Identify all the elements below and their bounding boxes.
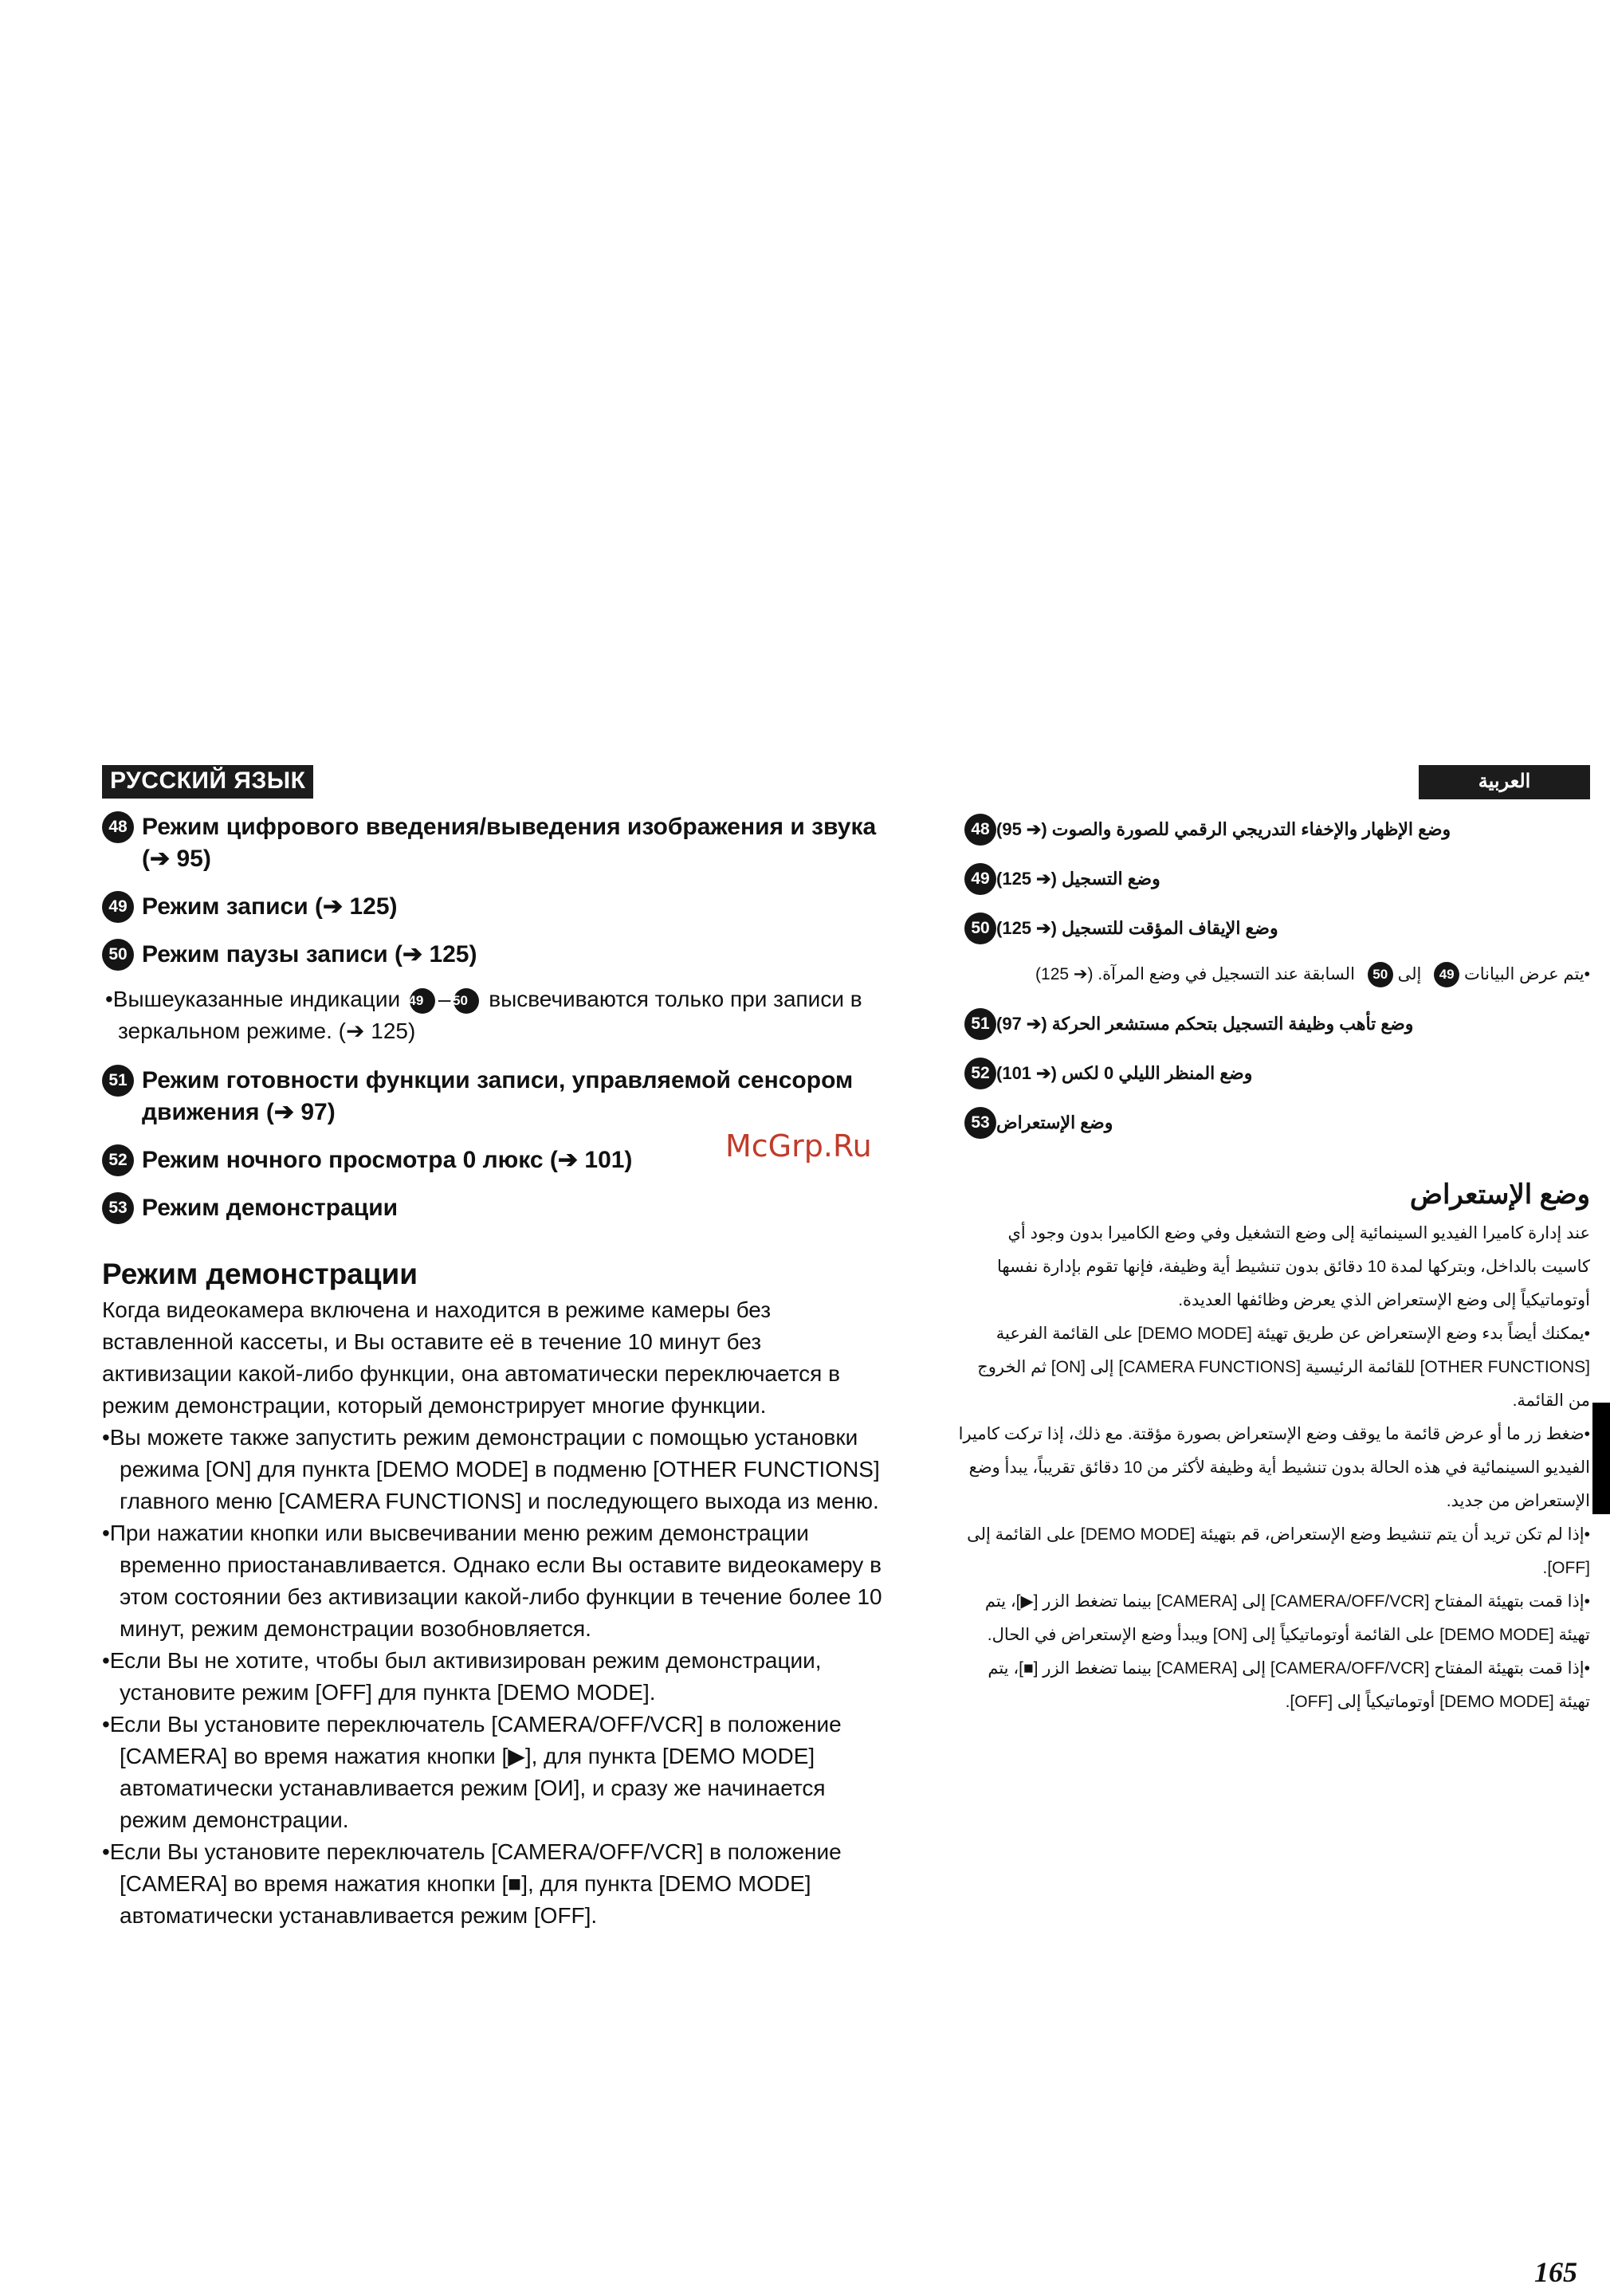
bullet-item: •Если Вы установите переключатель [CAMERA/OFF/VCR] в положение [CAMERA] во время нажатия кнопки [■], для пункта [DEMO MODE] автоматически устанавливается режим [OFF]. <box>102 1839 842 1928</box>
number-49-icon: 49 <box>102 891 134 923</box>
mode-item-51 <box>956 1008 1590 1040</box>
number-52-icon: 52 <box>964 1058 996 1089</box>
number-49-icon: 49 <box>964 863 996 895</box>
number-49-icon: 49 <box>410 988 435 1014</box>
mode-text: Режим демонстрации <box>142 1195 399 1221</box>
mode-item-50 <box>102 939 891 971</box>
mode-item-53 <box>102 1192 891 1224</box>
mode-item-49 <box>956 863 1590 895</box>
number-51-icon: 51 <box>964 1008 996 1040</box>
number-53-icon: 53 <box>102 1192 134 1224</box>
number-48-icon: 48 <box>102 811 134 843</box>
mode-item-48 <box>102 811 891 875</box>
bullet-item: •Вы можете также запустить режим демонстрации с помощью установки режима [ON] для пункта [DEMO MODE] в подменю [OTHER FUNCTIONS] главного меню [CAMERA FUNCTIONS] и последующего выхода из меню. <box>102 1425 880 1513</box>
mode-item-49 <box>102 891 891 923</box>
bullet-item: •Если Вы не хотите, чтобы был активизирован режим демонстрации, установите режим [OFF] для пункта [DEMO MODE]. <box>102 1648 822 1705</box>
mirror-mode-note: •Вышеуказанные индикации 49 – 50 высвечиваются только при записи в зеркальном режиме. (➔ 125) <box>105 987 862 1043</box>
number-50-icon: 50 <box>454 988 479 1014</box>
number-50-icon: 50 <box>964 913 996 944</box>
russian-column <box>102 765 891 1932</box>
mode-text: وضع المنظر الليلي 0 لكس (➔ 101) <box>996 1063 1253 1083</box>
number-50-icon: 50 <box>1368 962 1393 987</box>
mode-item-50 <box>956 913 1590 944</box>
mode-text: Режим записи (➔ 125) <box>142 893 398 920</box>
bullet-item: •إذا لم تكن تريد أن يتم تنشيط وضع الإستعراض، قم بتهيئة [DEMO MODE] على القائمة إلى [OFF]. <box>967 1525 1590 1577</box>
section-title: Режим демонстрации <box>102 1258 418 1290</box>
bullet-item: •При нажатии кнопки или высвечивании меню режим демонстрации временно приостанавливается. Однако если Вы оставите видеокамеру в этом состоянии без активизации какой-либо функции в течение более 10 минут, режим демонстрации возобновляется. <box>102 1521 882 1641</box>
section-title: وضع الإستعراض <box>1409 1179 1590 1210</box>
mode-text: وضع الإستعراض <box>996 1113 1113 1132</box>
mode-text: Режим цифрового введения/выведения изображения и звука (➔ 95) <box>142 814 877 872</box>
bullet-item: •إذا قمت بتهيئة المفتاح [CAMERA/OFF/VCR] إلى [CAMERA] بينما تضغط الزر [▶]، يتم تهيئة [DEMO MODE] على القائمة أوتوماتيكياً إلى [ON] ويبدأ وضع الإستعراض في الحال. <box>984 1592 1590 1644</box>
mirror-mode-note: •يتم عرض البيانات 49 إلى 50 السابقة عند التسجيل في وضع المرآة. (➔ 125) <box>956 959 1590 991</box>
bullet-item: •Если Вы установите переключатель [CAMERA/OFF/VCR] в положение [CAMERA] во время нажатия кнопки [▶], для пункта [DEMO MODE] автоматически устанавливается режим [OИ], и сразу же начинается режим демонстрации. <box>102 1712 842 1832</box>
mode-text: Режим готовности функции записи, управляемой сенсором движения (➔ 97) <box>142 1067 854 1125</box>
number-51-icon: 51 <box>102 1065 134 1097</box>
arabic-column <box>956 765 1590 1719</box>
mode-text: Режим ночного просмотра 0 люкс (➔ 101) <box>142 1147 633 1173</box>
number-50-icon: 50 <box>102 939 134 971</box>
mode-item-51 <box>102 1065 891 1128</box>
edge-tab-marker <box>1592 1403 1610 1514</box>
mode-text: وضع التسجيل (➔ 125) <box>996 869 1160 889</box>
number-52-icon: 52 <box>102 1144 134 1176</box>
number-53-icon: 53 <box>964 1107 996 1139</box>
mode-text: وضع تأهب وظيفة التسجيل بتحكم مستشعر الحركة (➔ 97) <box>996 1014 1414 1034</box>
mode-item-52 <box>956 1058 1590 1089</box>
mode-text: Режим паузы записи (➔ 125) <box>142 941 477 967</box>
number-48-icon: 48 <box>964 814 996 846</box>
watermark: McGrp.Ru <box>725 1128 872 1164</box>
page-number: 165 <box>1534 2256 1577 2288</box>
arabic-mode-list <box>956 799 1590 1139</box>
arabic-language-tag: العربية <box>1419 765 1590 799</box>
mode-text: وضع الإظهار والإخفاء التدريجي الرقمي للصورة والصوت (➔ 95) <box>996 819 1451 839</box>
intro-paragraph: عند إدارة كاميرا الفيديو السينمائية إلى وضع التشغيل وفي وضع الكاميرا بدون وجود أي كاسيت بالداخل، وبتركها لمدة 10 دقائق بدون تنشيط أية وظيفة، فإنها تقوم بإدارة نفسها أوتوماتيكياً إلى وضع الإستعراض الذي يعرض وظائفها العديدة. <box>997 1224 1590 1309</box>
intro-paragraph: Когда видеокамера включена и находится в режиме камеры без вставленной кассеты, и Вы оставите её в течение 10 минут без активизации какой-либо функции, она автоматически переключается в режим демонстрации, который демонстрирует многие функции. <box>102 1297 840 1418</box>
mode-item-48 <box>956 814 1590 846</box>
bullet-item: •يمكنك أيضاً بدء وضع الإستعراض عن طريق تهيئة [DEMO MODE] على القائمة الفرعية [OTHER FUNCTIONS] للقائمة الرئيسية [CAMERA FUNCTIONS] إلى [ON] ثم الخروج من القائمة. <box>977 1325 1590 1410</box>
number-49-icon: 49 <box>1434 962 1459 987</box>
bullet-item: •ضغط زر ما أو عرض قائمة ما يوقف وضع الإستعراض بصورة مؤقتة. مع ذلك، إذا تركت كاميرا الفيديو السينمائية في هذه الحالة بدون تنشيط أية وظيفة لأكثر من 10 دقائق تقريباً، يبدأ وضع الإستعراض من جديد. <box>958 1425 1590 1510</box>
bullet-item: •إذا قمت بتهيئة المفتاح [CAMERA/OFF/VCR] إلى [CAMERA] بينما تضغط الزر [■]، يتم تهيئة [DEMO MODE] أوتوماتيكياً إلى [OFF]. <box>988 1659 1590 1711</box>
mode-text: وضع الإيقاف المؤقت للتسجيل (➔ 125) <box>996 918 1278 938</box>
russian-language-tag: РУССКИЙ ЯЗЫК <box>102 765 313 799</box>
mode-item-53 <box>956 1107 1590 1139</box>
